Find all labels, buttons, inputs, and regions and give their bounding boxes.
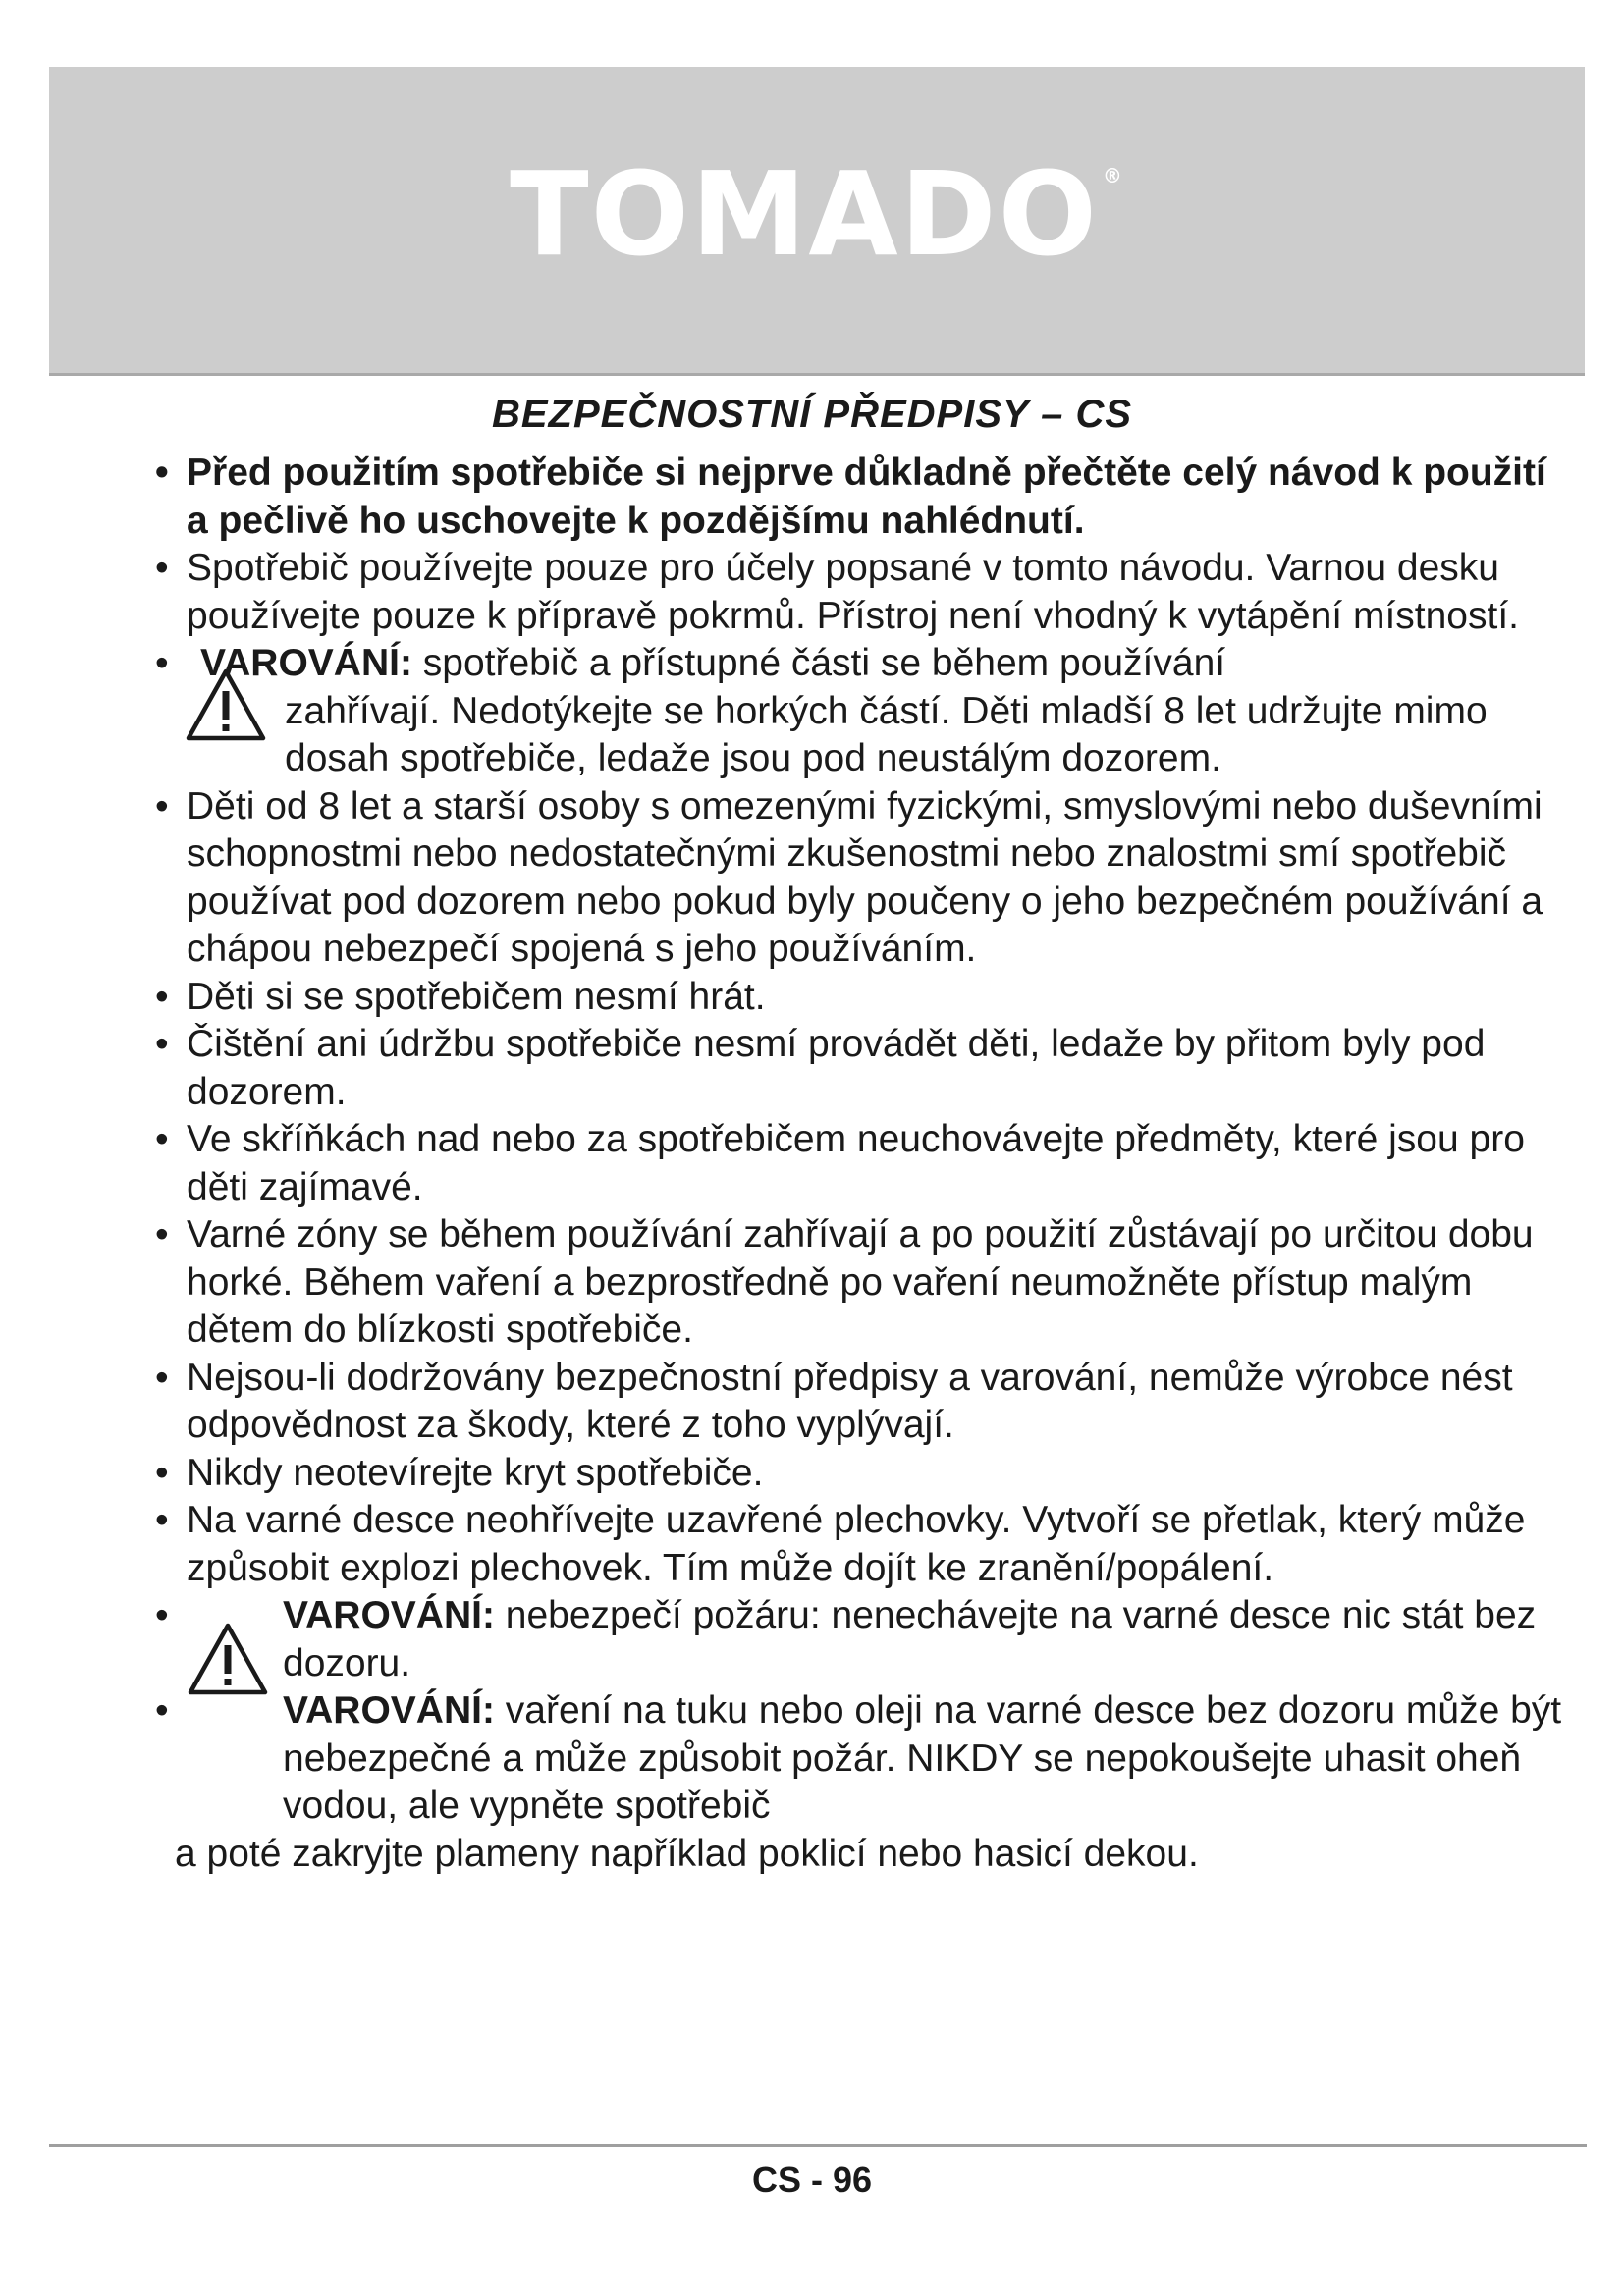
brand-logo	[510, 146, 1124, 282]
safety-list	[155, 450, 1569, 1878]
list-item	[155, 1497, 1569, 1592]
warning-title: VAROVÁNÍ:	[283, 1594, 495, 1636]
bullet: •	[155, 642, 169, 684]
item-text: Nejsou-li dodržovány bezpečnostní předpisy a varování, nemůže výrobce nést odpovědnost za škody, které z toho vyplývají.	[187, 1356, 1513, 1446]
warning-title: VAROVÁNÍ:	[200, 642, 412, 684]
bullet: •	[155, 452, 169, 494]
list-item	[155, 545, 1569, 640]
bullet: •	[155, 1689, 169, 1732]
item-text: Čištění ani údržbu spotřebiče nesmí provádět děti, ledaže by přitom byly pod dozorem.	[187, 1023, 1486, 1113]
list-item	[155, 974, 1569, 1022]
warning-triangle-icon	[185, 667, 267, 742]
list-item	[155, 450, 1569, 545]
registered-mark: ®	[1102, 164, 1124, 187]
list-item	[155, 1355, 1569, 1450]
bullet: •	[155, 1213, 169, 1255]
item-text: Ve skříňkách nad nebo za spotřebičem neuchovávejte předměty, které jsou pro děti zajímavé.	[187, 1118, 1525, 1208]
list-item	[155, 1211, 1569, 1355]
bullet: •	[155, 547, 169, 589]
bullet: •	[155, 1451, 169, 1494]
page-number: CS - 96	[751, 2160, 873, 2200]
bullet: •	[155, 975, 169, 1018]
item-text: Spotřebič používejte pouze pro účely popsané v tomto návodu. Varnou desku používejte pouze k přípravě pokrmů. Přístroj není vhodný k vytápění místností.	[187, 547, 1520, 637]
brand-name: TOMADO	[510, 146, 1099, 282]
bullet: •	[155, 784, 169, 828]
item-text: Nikdy neotevírejte kryt spotřebiče.	[187, 1451, 764, 1494]
item-text: vaření na tuku nebo oleji na varné desce bez dozoru může být nebezpečné a může způsobit požár. NIKDY se nepokoušejte uhasit oheň vodou, ale vypněte spotřebič	[283, 1689, 1562, 1827]
header-band	[49, 67, 1585, 376]
item-text: nebezpečí požáru: nenechávejte na varné desce nic stát bez dozoru.	[283, 1594, 1537, 1684]
warning-first-line	[200, 640, 1569, 688]
list-item	[155, 783, 1569, 974]
item-text: Děti si se spotřebičem nesmí hrát.	[187, 975, 766, 1018]
list-item	[155, 1116, 1569, 1211]
warning-item	[155, 1592, 1569, 1687]
bullet: •	[155, 1356, 169, 1399]
warning-item	[155, 1687, 1569, 1878]
bullet: •	[155, 1499, 169, 1541]
footer-rule	[49, 2144, 1587, 2147]
list-item	[155, 1450, 1569, 1498]
item-text: Varné zóny se během používání zahřívají a po použití zůstávají po určitou dobu horké. Během vaření a bezprostředně po vaření neumožněte přístup malým dětem do blízkosti spotřebiče.	[187, 1213, 1534, 1351]
item-text: spotřebič a přístupné části se během používání	[411, 642, 1226, 684]
bullet: •	[155, 1118, 169, 1160]
item-text: Děti od 8 let a starší osoby s omezenými fyzickými, smyslovými nebo duševními schopnostmi nebo nedostatečnými zkušenostmi nebo znalostmi smí spotřebič používat pod dozorem nebo pokud byly poučeny o jeho bezpečném používání a chápou nebezpečí spojená s jeho používáním.	[187, 784, 1543, 970]
item-text: Na varné desce neohřívejte uzavřené plechovky. Vytvoří se přetlak, který může způsobit explozi plechovek. Tím může dojít ke zranění/popálení.	[187, 1499, 1526, 1589]
warning-continuation: zahřívají. Nedotýkejte se horkých částí. Děti mladší 8 let udržujte mimo dosah spotřebiče, ledaže jsou pod neustálým dozorem.	[285, 689, 1488, 779]
bullet: •	[155, 1023, 169, 1065]
warning-last-line: a poté zakryjte plameny například poklicí nebo hasicí dekou.	[175, 1832, 1199, 1875]
bullet: •	[155, 1594, 169, 1636]
warning-title: VAROVÁNÍ:	[283, 1689, 495, 1732]
item-text: Před použitím spotřebiče si nejprve důkladně přečtěte celý návod k použití a pečlivě ho uschovejte k pozdějšímu nahlédnutí.	[187, 452, 1546, 542]
list-item	[155, 1021, 1569, 1116]
warning-triangle-icon	[187, 1622, 269, 1696]
warning-item	[155, 640, 1569, 783]
section-title: BEZPEČNOSTNÍ PŘEDPISY – CS	[491, 393, 1133, 436]
